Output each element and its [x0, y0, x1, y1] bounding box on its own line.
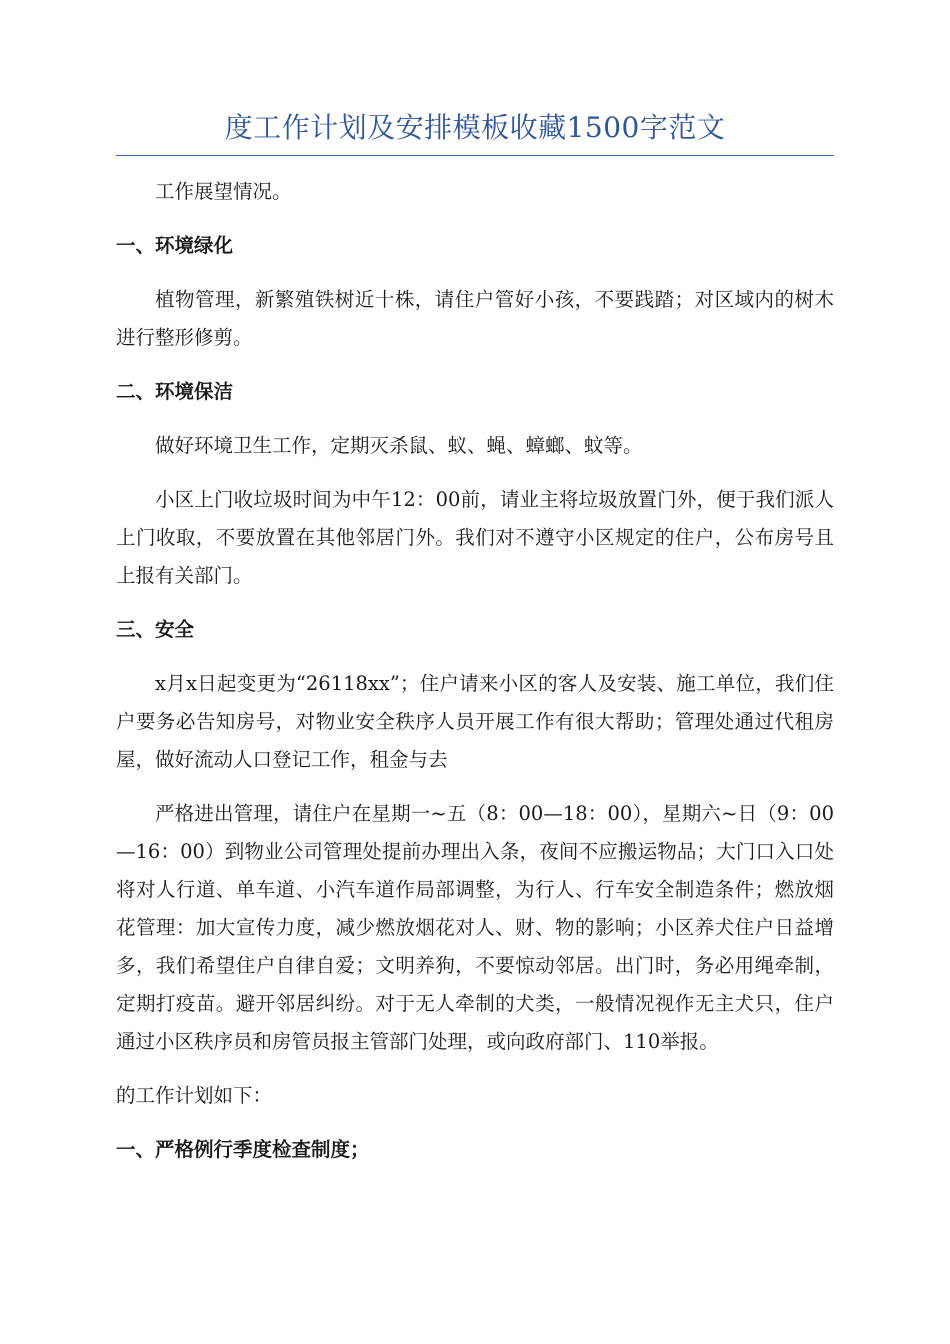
section-heading-cleaning: 二、环境保洁: [116, 380, 234, 403]
paragraph-access-management: 严格进出管理，请住户在星期一~五（8：00—18：00），星期六~日（9：00—16：00）到物业公司管理处提前办理出入条，夜间不应搬运物品；大门口入口处将对人行道、单车道、小汽车道作局部调整，为行人、行车安全制造条件；燃放烟花管理：加大宣传力度，减少燃放烟花对人、财、物的影响；小区养犬住户日益增多，我们希望住户自律自爱；文明养狗，不要惊动邻居。出门时，务必用绳牵制，定期打疫苗。避开邻居纠纷。对于无人牵制的犬类，一般情况视作无主犬只，住户通过小区秩序员和房管员报主管部门处理，或向政府部门、110举报。: [116, 802, 834, 1053]
paragraph-plan-intro: 的工作计划如下：: [116, 1084, 273, 1107]
section-heading-greening: 一、环境绿化: [116, 234, 234, 257]
section-heading-quarterly-inspection: 一、严格例行季度检查制度；: [116, 1138, 370, 1161]
paragraph-sanitation: 做好环境卫生工作，定期灭杀鼠、蚁、蝇、蟑螂、蚊等。: [155, 434, 643, 457]
intro-paragraph: 工作展望情况。: [155, 180, 292, 203]
document-page: [116, 108, 834, 1169]
paragraph-garbage-collection: 小区上门收垃圾时间为中午12：00前，请业主将垃圾放置门外，便于我们派人上门收取，不要放置在其他邻居门外。我们对不遵守小区规定的住户，公布房号且上报有关部门。: [116, 488, 834, 587]
document-title: 度工作计划及安排模板收藏1500字范文: [224, 111, 726, 144]
paragraph-safety-contact: x月x日起变更为“26118xx”；住户请来小区的客人及安装、施工单位，我们住户要务必告知房号，对物业安全秩序人员开展工作有很大帮助；管理处通过代租房屋，做好流动人口登记工作，租金与去: [116, 672, 834, 771]
title-underline: [116, 155, 834, 156]
section-heading-safety: 三、安全: [116, 618, 195, 641]
paragraph-plant-management: 植物管理，新繁殖铁树近十株，请住户管好小孩，不要践踏；对区域内的树木进行整形修剪。: [116, 288, 834, 349]
